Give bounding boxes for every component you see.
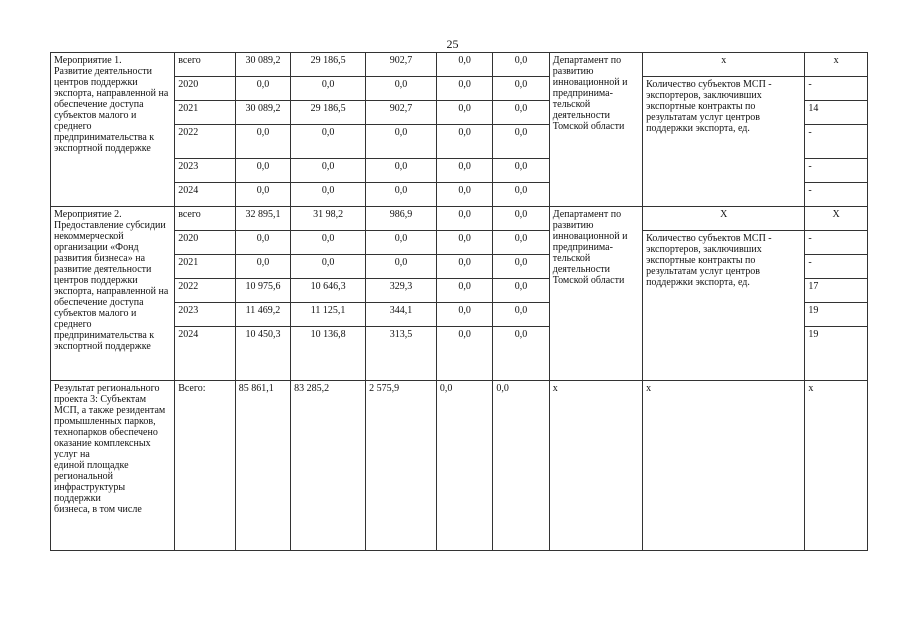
year-cell: 2024: [175, 327, 236, 381]
total-cell: 0,0: [235, 159, 290, 183]
year-cell: 2020: [175, 231, 236, 255]
target-cell: 19: [805, 303, 868, 327]
target-cell: -: [805, 125, 868, 159]
target-cell: 17: [805, 279, 868, 303]
other-cell: 0,0: [493, 303, 549, 327]
local-cell: 0,0: [436, 255, 492, 279]
regional-cell: 329,3: [366, 279, 437, 303]
year-cell: 2021: [175, 255, 236, 279]
local-cell: 0,0: [436, 125, 492, 159]
local-cell: 0,0: [436, 381, 492, 551]
federal-cell: 0,0: [291, 255, 366, 279]
local-cell: 0,0: [436, 183, 492, 207]
year-cell: всего: [175, 53, 236, 77]
regional-cell: 313,5: [366, 327, 437, 381]
year-cell: 2024: [175, 183, 236, 207]
total-cell: 30 089,2: [235, 101, 290, 125]
other-cell: 0,0: [493, 77, 549, 101]
other-cell: 0,0: [493, 231, 549, 255]
other-cell: 0,0: [493, 327, 549, 381]
year-cell: Всего:: [175, 381, 236, 551]
regional-cell: 0,0: [366, 255, 437, 279]
federal-cell: 10 646,3: [291, 279, 366, 303]
local-cell: 0,0: [436, 327, 492, 381]
total-cell: 0,0: [235, 231, 290, 255]
target-cell: -: [805, 255, 868, 279]
other-cell: 0,0: [493, 381, 549, 551]
target-cell: -: [805, 77, 868, 101]
regional-cell: 2 575,9: [366, 381, 437, 551]
local-cell: 0,0: [436, 279, 492, 303]
local-cell: 0,0: [436, 101, 492, 125]
target-header: x: [805, 53, 868, 77]
total-cell: 30 089,2: [235, 53, 290, 77]
regional-cell: 902,7: [366, 101, 437, 125]
target-cell: 14: [805, 101, 868, 125]
total-cell: 0,0: [235, 255, 290, 279]
year-cell: 2022: [175, 279, 236, 303]
local-cell: 0,0: [436, 77, 492, 101]
year-cell: 2022: [175, 125, 236, 159]
federal-cell: 29 186,5: [291, 101, 366, 125]
federal-cell: 10 136,8: [291, 327, 366, 381]
other-cell: 0,0: [493, 207, 549, 231]
total-cell: 32 895,1: [235, 207, 290, 231]
total-cell: 0,0: [235, 125, 290, 159]
other-cell: 0,0: [493, 125, 549, 159]
indicator-header: x: [643, 53, 805, 77]
total-cell: 85 861,1: [235, 381, 290, 551]
federal-cell: 29 186,5: [291, 53, 366, 77]
target-header: Х: [805, 207, 868, 231]
table-row: [51, 53, 868, 77]
other-cell: 0,0: [493, 159, 549, 183]
regional-cell: 0,0: [366, 183, 437, 207]
total-cell: 11 469,2: [235, 303, 290, 327]
local-cell: 0,0: [436, 159, 492, 183]
regional-cell: 986,9: [366, 207, 437, 231]
target-cell: 19: [805, 327, 868, 381]
regional-cell: 902,7: [366, 53, 437, 77]
year-cell: всего: [175, 207, 236, 231]
result-3-department: х: [549, 381, 642, 551]
table-row: [51, 207, 868, 231]
other-cell: 0,0: [493, 183, 549, 207]
target-cell: -: [805, 231, 868, 255]
total-cell: 0,0: [235, 183, 290, 207]
other-cell: 0,0: [493, 101, 549, 125]
local-cell: 0,0: [436, 53, 492, 77]
measure-2-indicator: Количество субъектов МСП - экспортеров, заключивших экспортные контракты по результатам услуг центров поддержки экспорта, ед.: [643, 231, 805, 381]
page-number: 25: [446, 37, 459, 51]
regional-cell: 0,0: [366, 159, 437, 183]
federal-cell: 11 125,1: [291, 303, 366, 327]
federal-cell: 31 98,2: [291, 207, 366, 231]
federal-cell: 0,0: [291, 183, 366, 207]
federal-cell: 0,0: [291, 125, 366, 159]
other-cell: 0,0: [493, 279, 549, 303]
other-cell: 0,0: [493, 53, 549, 77]
regional-cell: 0,0: [366, 231, 437, 255]
indicator-header: Х: [643, 207, 805, 231]
result-3-target: х: [805, 381, 868, 551]
result-3-indicator: х: [643, 381, 805, 551]
total-cell: 10 450,3: [235, 327, 290, 381]
target-cell: -: [805, 183, 868, 207]
year-cell: 2020: [175, 77, 236, 101]
measure-2-name: Мероприятие 2. Предоставление субсидии некоммерческой организации «Фонд развития бизнеса» на развитие деятельности центров поддержки экспорта, направленной на обеспечение доступа субъектов малого и среднего предпринимательства к экспортной поддержке: [51, 207, 175, 381]
federal-cell: 0,0: [291, 159, 366, 183]
regional-cell: 0,0: [366, 125, 437, 159]
local-cell: 0,0: [436, 303, 492, 327]
federal-cell: 83 285,2: [291, 381, 366, 551]
other-cell: 0,0: [493, 255, 549, 279]
year-cell: 2021: [175, 101, 236, 125]
regional-cell: 0,0: [366, 77, 437, 101]
result-3-name: Результат регионального проекта 3: Субъектам МСП, а также резидентам промышленных парков, технопарков обеспечено оказание комплексных услуг на единой площадке региональной инфраструктуры поддержки бизнеса, в том числе: [51, 381, 175, 551]
target-cell: -: [805, 159, 868, 183]
measure-2-department: Департамент по развитию инновационной и предпринима-тельской деятельности Томской области: [549, 207, 642, 381]
total-cell: 10 975,6: [235, 279, 290, 303]
local-cell: 0,0: [436, 231, 492, 255]
funding-table: [50, 52, 868, 551]
table-row: [51, 381, 868, 551]
local-cell: 0,0: [436, 207, 492, 231]
federal-cell: 0,0: [291, 77, 366, 101]
year-cell: 2023: [175, 159, 236, 183]
total-cell: 0,0: [235, 77, 290, 101]
year-cell: 2023: [175, 303, 236, 327]
measure-1-indicator: Количество субъектов МСП - экспортеров, заключивших экспортные контракты по результатам услуг центров поддержки экспорта, ед.: [643, 77, 805, 207]
regional-cell: 344,1: [366, 303, 437, 327]
measure-1-department: Департамент по развитию инновационной и предпринима-тельской деятельности Томской области: [549, 53, 642, 207]
federal-cell: 0,0: [291, 231, 366, 255]
measure-1-name: Мероприятие 1. Развитие деятельности центров поддержки экспорта, направленной на обеспечение доступа субъектов малого и среднего предпринимательства к экспортной поддержке: [51, 53, 175, 207]
